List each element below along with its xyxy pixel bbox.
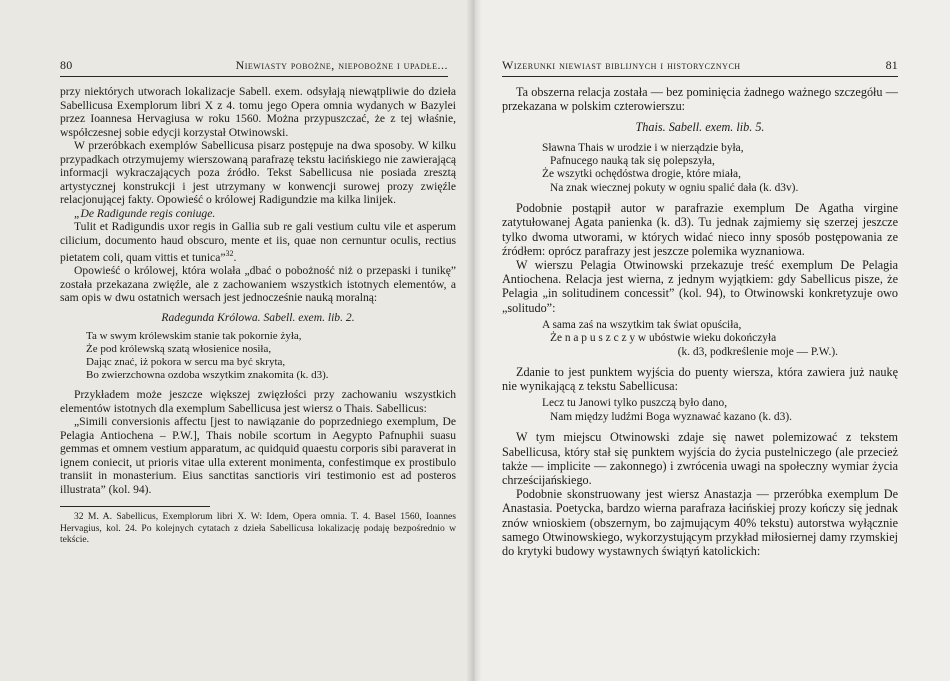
left-page: [0, 0, 474, 681]
verse-line: Pafnucego nauką tak się polepszyła,: [550, 155, 715, 168]
verse-line: Lecz tu Janowi tylko puszczą było dano,: [542, 397, 728, 410]
paragraph: W przeróbkach exemplów Sabellicusa pisarz postępuje na dwa sposoby. W kilku przypadkach otrzymujemy wierszowaną parafrazę tekstu łacińskiego nie zawierającą informacji wykraczających poza źródło. Tekst Sabellicusa nie posiada zresztą artystycznej konstrukcji i jest utrzymany w konwencji surowej prozy zwięźle relacjonującej fakty. Opowieść o królowej Radigundzie ma kilka linijek.: [60, 139, 456, 206]
paragraph: Opowieść o królowej, która wolała „dbać o pobożność niż o przepaski i tunikę” została przekazana zwięźle, ale z zachowaniem wszystkich istotnych elementów, a sam opis w dwu ostatnich wersach jest jednocześnie nauką moralną:: [60, 264, 456, 305]
verse-line: Ta w swym królewskim stanie tak pokornie żyła,: [86, 330, 302, 343]
book-gutter: [466, 0, 482, 681]
latin-heading: „De Radigunde regis coniuge.: [74, 206, 216, 220]
paragraph: Ta obszerna relacja została — bez pominięcia żadnego ważnego szczegółu — przekazana w polskim czterowierszu:: [502, 85, 898, 114]
right-page-header: [502, 12, 898, 77]
verse-line: (k. d3, podkreślenie moje — P.W.).: [677, 345, 838, 358]
latin-quote: „Simili conversionis affectu [jest to nawiązanie do poprzedniego exemplum, De Pelagia Antiochena – P.W.], Thais nobile scortum in Aegypto Pafnuphii suasu gemmas et omnem vestium apparatum, ac quidquid quaestu corporis sibi paraverat in ignem coniecit, ut prioris vitae ulla exterent monimenta, confestimque ex prostibulo transiit in monasterium. Eius sanctitas sanctioris viri testimonio est ad posteros illustrata” (kol. 94).: [60, 415, 457, 496]
poem-title: Radegunda Królowa. Sabell. exem. lib. 2.: [161, 310, 355, 324]
right-running-head: Wizerunki niewiast biblijnych i historycznych: [502, 58, 741, 72]
left-page-number: 80: [60, 58, 73, 72]
right-page-number: 81: [885, 58, 898, 72]
right-body: [502, 85, 898, 558]
paragraph: przy niektórych utworach lokalizacje Sabell. exem. odsyłają niewątpliwie do dzieła Sabellicusa Exemplorum libri X z 4. tomu jego Opera omnia wydanych w Bazylei przez Ioannesa Hervagiusa w roku 1560. Można przypuszczać, że z tej właśnie, współczesnej sobie edycji korzystał Otwinowski.: [60, 85, 456, 139]
footnote: 32 M. A. Sabellicus, Exemplorum libri X. W: Idem, Opera omnia. T. 4. Basel 1560, Ioannes Hervagius, kol. 24. Po kolejnych cytatach z dzieła Sabellicusa lokalizację podaję bezpośrednio w tekście.: [60, 511, 456, 546]
verse-line: Że n a p u s z c z y w ubóstwie wieku dokończyła: [550, 332, 777, 345]
verse-line: Nam między ludźmi Boga wyznawać kazano (k. d3).: [550, 410, 792, 423]
paragraph: Podobnie postąpił autor w parafrazie exemplum De Agatha virgine zatytułowanej Agata panienka (k. d3). Tu jednak zajmiemy się szerzej jeszcze tylko dwoma utworami, w których widać nieco inny sposób postępowania ze źródłem: oprócz parafrazy jest jeszcze polemika wyznaniowa.: [502, 201, 898, 258]
footnote-divider: [60, 506, 210, 507]
poem: [86, 330, 456, 382]
paragraph: W tym miejscu Otwinowski zdaje się nawet polemizować z tekstem Sabellicusa, który stał się punktem wyjścia do życia pustelniczego (ale przecież także — implicite — zakonnego) i zwrócenia uwagi na społeczny wymiar życia chrześcijańskiego.: [502, 430, 898, 487]
paragraph: Podobnie skonstruowany jest wiersz Anastazja — przeróbka exemplum De Anastasia. Poetycka, bardzo wierna parafraza łacińskiej prozy kończy się jednak znów wnioskiem (obszernym, bo zajmującym 40% tekstu) autorstwa wyłącznie samego Otwinowskiego, wykorzystującym przykład miłosiernej damy rzymskiej do krytyki budowy wystawnych świątyń katolickich:: [502, 487, 898, 558]
left-running-head: Niewiasty pobożne, niepobożne i upadłe...: [235, 58, 448, 72]
left-body: [60, 85, 456, 546]
verse-line: Że wszytki ochędóstwa drogie, które miała,: [542, 168, 741, 181]
latin-quote: Tulit et Radigundis uxor regis in Gallia sub re gali vestium cultu vile et asperum cilicium, documento haud obscuro, mente et iis, quae non cernuntur oculis, rectius pietatem coli, quam vittis et tunica”$^{32}$.: [60, 220, 456, 264]
paragraph: Zdanie to jest punktem wyjścia do puenty wiersza, która zawiera już naukę nie wynikającą z tekstu Sabellicusa:: [502, 365, 898, 394]
verse-line: Dając znać, iż pokora w sercu ma być skryta,: [86, 356, 286, 369]
paragraph: Przykładem może jeszcze większej zwięzłości przy zachowaniu wszystkich elementów istotnych dla exemplum Sabellicusa jest wiersz o Thais. Sabellicus:: [60, 388, 456, 415]
poem: [542, 142, 898, 196]
footnote-ref: 32: [225, 249, 234, 258]
poem-title: Thais. Sabell. exem. lib. 5.: [635, 120, 765, 135]
verse-line: Że pod królewską szatą włosienice nosiła,: [86, 343, 272, 356]
verse-line: A sama zaś na wszytkim tak świat opuściła,: [542, 318, 742, 331]
verse-line: Sławna Thais w urodzie i w nierządzie była,: [542, 141, 744, 154]
left-page-header: [60, 12, 448, 77]
poem: [542, 397, 898, 424]
paragraph: W wierszu Pelagia Otwinowski przekazuje treść exemplum De Pelagia Antiochena. Relacja jest wierna, z jednym wyjątkiem: gdy Sabellicus pisze, że Pelagia „in solitudinem concessit” (kol. 94), to Otwinowski konkretyzuje owo „solitudo”:: [502, 258, 898, 315]
verse-line: Bo zwierzchowna ozdoba wszytkim znakomita (k. d3).: [86, 369, 329, 382]
right-page: [474, 0, 950, 681]
latin-quote-text: Tulit et Radigundis uxor regis in Gallia sub re gali vestium cultu vile et asperum cilicium, documento haud obscuro, mente et iis, quae non cernuntur oculis, rectius pietatem coli, quam vittis et tunica”: [60, 220, 456, 264]
verse-line: Na znak wiecznej pokuty w ogniu spalić dała (k. d3v).: [550, 181, 799, 194]
poem: [542, 319, 898, 359]
